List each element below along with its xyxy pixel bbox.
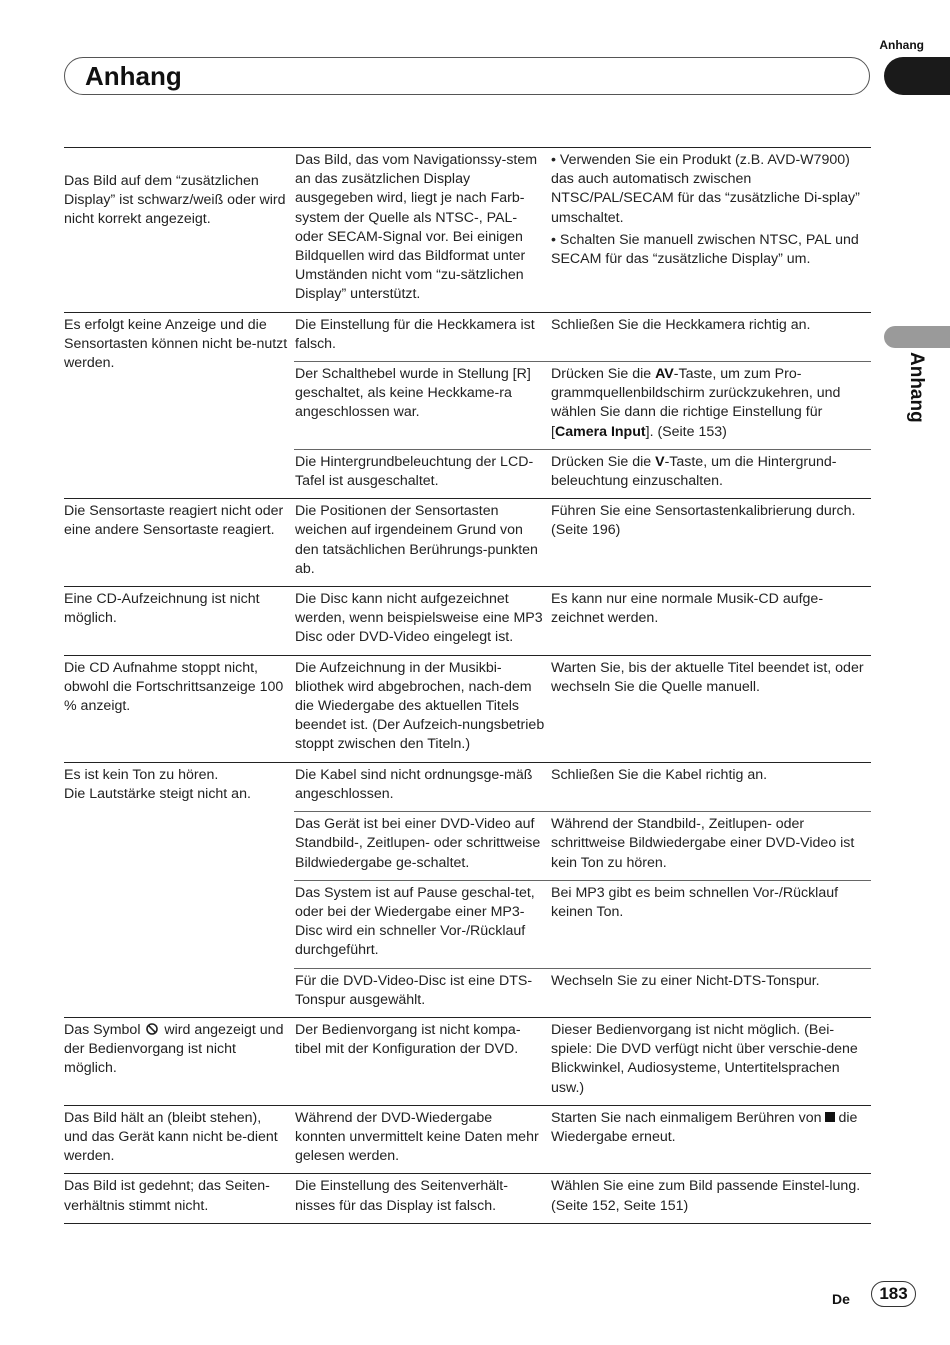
language-code: De [832,1291,850,1307]
section-title-bar [64,57,870,95]
symptom-cell: Das Bild ist gedehnt; das Seiten-verhältnis stimmt nicht. [64,1174,294,1223]
action-cell: Es kann nur eine normale Musik-CD aufge-zeichnet werden. [550,587,871,656]
action-cell: Während der Standbild-, Zeitlupen- oder schrittweise Bildwiedergabe einer DVD-Video ist kein Ton zu hören. [550,812,871,881]
symptom-cell: Das Bild auf dem “zusätzlichen Display” ist schwarz/weiß oder wird nicht korrekt angezeigt. [64,148,294,313]
action-cell [550,1105,871,1174]
action-cell: Wählen Sie eine zum Bild passende Einstel-lung. (Seite 152, Seite 151) [550,1174,871,1223]
cause-cell: Für die DVD-Video-Disc ist eine DTS-Tonspur ausgewählt. [294,968,550,1017]
page-number: 183 [871,1281,916,1307]
action-text: -Taste, um zum Pro-grammquellenbildschirm zurückzukehren, und wählen Sie dann die richtige Einstellung für [ [551,366,841,440]
action-cell: Schließen Sie die Heckkamera richtig an. [550,312,871,361]
cause-cell: Das Bild, das vom Navigationssy-stem an das zusätzlichen Display ausgegeben wird, liegt je nach Farb-system der Quelle als NTSC-, PAL- oder SECAM-Signal vor. Bei einigen Bildquellen wird das Bildformat unter Umständen nicht vom “zu-sätzlichen Display” unterstützt. [294,148,550,313]
action-bullet: • Verwenden Sie ein Produkt (z.B. AVD-W7900) das auch automatisch zwischen NTSC/PAL/SECAM für das “zusätzliche Di-splay” umschaltet. [551,152,860,226]
v-key-label: V [655,453,665,470]
table-row [64,148,871,313]
stop-icon [825,1112,835,1122]
cause-cell: Die Kabel sind nicht ordnungsge-mäß angeschlossen. [294,762,550,811]
table-row [64,1017,871,1105]
action-bullet: • Schalten Sie manuell zwischen NTSC, PAL und SECAM für das “zusätzliche Display” um. [551,231,859,268]
action-cell [550,148,871,313]
action-text: Drücken Sie die [551,366,656,383]
action-text: Starten Sie nach einmaligem Berühren von [551,1109,822,1126]
symptom-cell: Die CD Aufnahme stoppt nicht, obwohl die Fortschrittsanzeige 100 % anzeigt. [64,655,294,762]
table-row [64,1105,871,1174]
troubleshooting-table [64,147,871,1224]
cause-cell: Der Bedienvorgang ist nicht kompa-tibel mit der Konfiguration der DVD. [294,1017,550,1105]
section-title-tab [884,57,950,95]
section-title: Anhang [85,61,182,91]
action-cell: Führen Sie eine Sensortastenkalibrierung durch. (Seite 196) [550,499,871,587]
symptom-line: Es ist kein Ton zu hören. [64,766,219,783]
table-row [64,587,871,656]
symptom-cell [64,762,294,1017]
cause-cell: Die Disc kann nicht aufgezeichnet werden, wenn beispielsweise eine MP3 Disc oder DVD-Video eingelegt ist. [294,587,550,656]
action-cell: Schließen Sie die Kabel richtig an. [550,762,871,811]
symptom-line: Die Lautstärke steigt nicht an. [64,785,251,802]
action-cell: Warten Sie, bis der aktuelle Titel beendet ist, oder wechseln Sie die Quelle manuell. [550,655,871,762]
symptom-text: wird angezeigt und der Bedienvorgang ist nicht möglich. [64,1021,284,1077]
action-cell: Bei MP3 gibt es beim schnellen Vor-/Rücklauf keinen Ton. [550,880,871,968]
symptom-cell: Die Sensortaste reagiert nicht oder eine andere Sensortaste reagiert. [64,499,294,587]
side-thumb-label: Anhang [906,352,927,423]
camera-input-setting: Camera Input [554,423,646,440]
action-text: Drücken Sie die [551,453,656,470]
table-row [64,762,871,811]
side-thumb-tab [884,326,950,348]
cause-cell: Das System ist auf Pause geschal-tet, oder bei der Wiedergabe einer MP3-Disc wird ein schneller Vor-/Rücklauf durchgeführt. [294,880,550,968]
action-cell [550,362,871,450]
action-text: ]. (Seite 153) [645,423,727,440]
symptom-cell: Eine CD-Aufzeichnung ist nicht möglich. [64,587,294,656]
action-cell: Dieser Bedienvorgang ist nicht möglich. (Bei-spiele: Die DVD verfügt nicht über verschie-dene Blickwinkel, Audiosysteme, Untertitelsprachen usw.) [550,1017,871,1105]
cause-cell: Der Schalthebel wurde in Stellung [R] geschaltet, als keine Heckkame-ra angeschlossen war. [294,362,550,450]
cause-cell: Das Gerät ist bei einer DVD-Video auf Standbild-, Zeitlupen- oder schrittweise Bildwiedergabe ge-schaltet. [294,812,550,881]
cause-cell: Die Positionen der Sensortasten weichen auf irgendeinem Grund von den tatsächlichen Berührungs-punkten ab. [294,499,550,587]
table-row [64,499,871,587]
action-text: die Wiedergabe erneut. [551,1109,858,1145]
table-row [64,1174,871,1223]
action-text: -Taste, um die Hintergrund-beleuchtung einzuschalten. [551,453,837,490]
running-header-label: Anhang [879,38,924,52]
table-row [64,655,871,762]
action-cell [550,449,871,498]
cause-cell: Die Einstellung für die Heckkamera ist falsch. [294,312,550,361]
symptom-text: Das Symbol [64,1021,145,1038]
table-row [64,312,871,361]
cause-cell: Die Aufzeichnung in der Musikbi-bliothek wird abgebrochen, nach-dem die Wiedergabe des aktuellen Titels beendet ist. (Der Aufzeich-nungsbetrieb stoppt zwischen den Titeln.) [294,655,550,762]
cause-cell: Die Hintergrundbeleuchtung der LCD-Tafel ist ausgeschaltet. [294,449,550,498]
symptom-cell: Es erfolgt keine Anzeige und die Sensortasten können nicht be-nutzt werden. [64,312,294,499]
symptom-cell: Das Bild hält an (bleibt stehen), und das Gerät kann nicht be-dient werden. [64,1105,294,1174]
av-key-label: AV [655,366,674,383]
cause-cell: Während der DVD-Wiedergabe konnten unvermittelt keine Daten mehr gelesen werden. [294,1105,550,1174]
prohibit-icon [146,1023,158,1035]
symptom-cell [64,1017,294,1105]
action-cell: Wechseln Sie zu einer Nicht-DTS-Tonspur. [550,968,871,1017]
cause-cell: Die Einstellung des Seitenverhält-nisses für das Display ist falsch. [294,1174,550,1223]
